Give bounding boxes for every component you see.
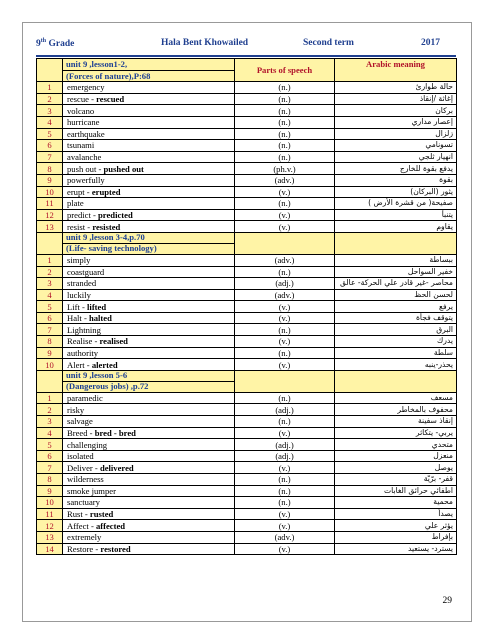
vocab-row: [37, 474, 457, 486]
word-base: coastguard: [67, 266, 105, 277]
section-blank: [335, 232, 457, 254]
vocab-row: [37, 520, 457, 532]
vocab-word: [63, 404, 235, 416]
word-base: Alert -: [67, 359, 92, 370]
vocab-row: [37, 392, 457, 404]
vocab-word: [63, 93, 235, 105]
arabic-column-header: Arabic meaning: [335, 59, 457, 82]
vocab-word: [63, 221, 235, 233]
vocab-word: [63, 392, 235, 404]
word-base: stranded: [67, 278, 97, 289]
word-base: risky: [67, 404, 85, 415]
vocab-word: [63, 520, 235, 532]
word-past-form: alerted: [91, 359, 118, 370]
arabic-meaning: يدرك: [335, 336, 457, 348]
arabic-meaning: يحذر-ينبه: [335, 359, 457, 371]
vocab-word: [63, 531, 235, 543]
section-title: unit 9 ,lesson 3-4,p.70: [63, 232, 235, 243]
vocab-word: [63, 289, 235, 301]
word-base: challenging: [67, 439, 108, 450]
row-number: 1: [37, 392, 63, 404]
word-base: Breed -: [67, 427, 95, 438]
vocab-row: [37, 508, 457, 520]
part-of-speech: (adv.): [235, 174, 335, 186]
word-past-form: rescued: [96, 94, 125, 105]
arabic-meaning: يتوقف فجأة: [335, 312, 457, 324]
part-of-speech: (v.): [235, 209, 335, 221]
section-header-row: [37, 370, 457, 381]
arabic-meaning: متحدي: [335, 439, 457, 451]
vocab-row: [37, 266, 457, 278]
row-number: 4: [37, 116, 63, 128]
word-past-form: predicted: [98, 210, 133, 221]
part-of-speech: (adj.): [235, 278, 335, 290]
section-header-row: [37, 59, 457, 71]
part-of-speech: (v.): [235, 520, 335, 532]
word-base: earthquake: [67, 128, 105, 139]
section-title: (Forces of nature),P:68: [63, 70, 235, 82]
arabic-meaning: يربي- يتكاثر: [335, 427, 457, 439]
vocab-row: [37, 151, 457, 163]
word-base: simply: [67, 255, 91, 266]
vocab-row: [37, 450, 457, 462]
part-of-speech: (v.): [235, 186, 335, 198]
arabic-meaning: ببساطة: [335, 254, 457, 266]
arabic-meaning: بركان: [335, 105, 457, 117]
arabic-meaning: محفوف بالمخاطر: [335, 404, 457, 416]
row-number: 3: [37, 105, 63, 117]
section-title: (Life- saving technology): [63, 243, 235, 254]
row-number: 3: [37, 416, 63, 428]
arabic-meaning: بقوة: [335, 174, 457, 186]
arabic-meaning: انهيار ثلجي: [335, 151, 457, 163]
row-number: 2: [37, 93, 63, 105]
part-of-speech: (n.): [235, 474, 335, 486]
row-number: 12: [37, 209, 63, 221]
vocab-row: [37, 221, 457, 233]
vocab-word: [63, 266, 235, 278]
vocab-row: [37, 289, 457, 301]
row-number: 8: [37, 163, 63, 175]
vocab-word: [63, 543, 235, 555]
part-of-speech: (n.): [235, 324, 335, 336]
section-spacer: [37, 59, 63, 82]
word-base: plate: [67, 198, 84, 209]
word-base: smoke jumper: [67, 485, 116, 496]
vocab-word: [63, 278, 235, 290]
part-of-speech: (v.): [235, 336, 335, 348]
vocab-row: [37, 347, 457, 359]
word-base: Lift -: [67, 301, 88, 312]
word-base: isolated: [67, 451, 94, 462]
row-number: 14: [37, 543, 63, 555]
part-of-speech: (n.): [235, 347, 335, 359]
vocab-word: [63, 186, 235, 198]
arabic-meaning: منعزل: [335, 450, 457, 462]
arabic-meaning: لحسن الحظ: [335, 289, 457, 301]
vocab-row: [37, 427, 457, 439]
part-of-speech: (v.): [235, 462, 335, 474]
part-of-speech: (v.): [235, 301, 335, 313]
part-of-speech: (n.): [235, 105, 335, 117]
vocab-row: [37, 93, 457, 105]
word-past-form: realised: [99, 336, 128, 347]
part-of-speech: (adv.): [235, 254, 335, 266]
word-base: Rust -: [67, 509, 90, 520]
vocab-row: [37, 462, 457, 474]
vocab-word: [63, 198, 235, 210]
word-base: emergency: [67, 82, 105, 93]
word-past-form: delivered: [99, 462, 134, 473]
vocab-row: [37, 163, 457, 175]
word-base: avalanche: [67, 152, 102, 163]
section-title: unit 9 ,lesson1-2,: [63, 59, 235, 71]
arabic-meaning: مسعف: [335, 392, 457, 404]
arabic-meaning: حالة طوارئ: [335, 82, 457, 94]
vocab-row: [37, 531, 457, 543]
vocab-row: [37, 485, 457, 497]
vocab-row: [37, 140, 457, 152]
part-of-speech: (n.): [235, 128, 335, 140]
word-base: Realise -: [67, 336, 100, 347]
vocab-row: [37, 336, 457, 348]
part-of-speech: (n.): [235, 140, 335, 152]
row-number: 10: [37, 359, 63, 371]
arabic-meaning: يسترد- يستعيد: [335, 543, 457, 555]
vocab-word: [63, 450, 235, 462]
year-label: 2017: [421, 38, 440, 48]
word-base: hurricane: [67, 117, 100, 128]
vocab-word: [63, 416, 235, 428]
row-number: 11: [37, 508, 63, 520]
vocab-word: [63, 427, 235, 439]
word-base: Affect -: [67, 520, 96, 531]
word-base: Restore -: [67, 543, 101, 554]
row-number: 5: [37, 439, 63, 451]
arabic-meaning: قفر- برّيّة: [335, 474, 457, 486]
word-base: luckily: [67, 289, 91, 300]
section-blank: [335, 370, 457, 392]
word-base: powerfully: [67, 175, 105, 186]
vocab-word: [63, 151, 235, 163]
row-number: 1: [37, 254, 63, 266]
vocab-row: [37, 82, 457, 94]
row-number: 3: [37, 278, 63, 290]
arabic-meaning: صفيحة( من قشرة الأرض ): [335, 198, 457, 210]
part-of-speech: (adj.): [235, 450, 335, 462]
part-of-speech: (adv.): [235, 289, 335, 301]
row-number: 5: [37, 128, 63, 140]
word-base: erupt -: [67, 186, 92, 197]
word-past-form: erupted: [91, 186, 121, 197]
vocab-word: [63, 336, 235, 348]
word-base: authority: [67, 347, 99, 358]
part-of-speech: (v.): [235, 221, 335, 233]
vocab-word: [63, 485, 235, 497]
part-of-speech: (v.): [235, 427, 335, 439]
row-number: 7: [37, 462, 63, 474]
vocab-row: [37, 312, 457, 324]
arabic-meaning: يؤثر علي: [335, 520, 457, 532]
word-past-form: halted: [88, 313, 112, 324]
vocab-row: [37, 209, 457, 221]
vocab-word: [63, 359, 235, 371]
part-of-speech: (n.): [235, 82, 335, 94]
row-number: 10: [37, 186, 63, 198]
row-number: 10: [37, 497, 63, 509]
page-header: [36, 38, 455, 52]
word-base: Halt -: [67, 313, 89, 324]
word-base: Deliver -: [67, 462, 100, 473]
row-number: 9: [37, 347, 63, 359]
word-base: rescue -: [67, 94, 97, 105]
vocab-word: [63, 508, 235, 520]
arabic-meaning: بإفراط: [335, 531, 457, 543]
vocab-word: [63, 163, 235, 175]
vocab-word: [63, 82, 235, 94]
arabic-meaning: إنقاذ سفينة: [335, 416, 457, 428]
vocab-word: [63, 462, 235, 474]
arabic-meaning: يصدأ: [335, 508, 457, 520]
word-base: paramedic: [67, 393, 103, 404]
vocab-row: [37, 116, 457, 128]
arabic-meaning: البرق: [335, 324, 457, 336]
word-past-form: pushed out: [103, 163, 144, 174]
part-of-speech: (v.): [235, 359, 335, 371]
row-number: 6: [37, 312, 63, 324]
word-base: sanctuary: [67, 497, 100, 508]
word-past-form: affected: [95, 520, 126, 531]
word-base: push out -: [67, 163, 104, 174]
vocab-row: [37, 186, 457, 198]
vocab-word: [63, 105, 235, 117]
term-label: Second term: [303, 38, 354, 48]
arabic-meaning: تسونامي: [335, 140, 457, 152]
row-number: 6: [37, 450, 63, 462]
word-base: tsunami: [67, 140, 95, 151]
arabic-meaning: يرفع: [335, 301, 457, 313]
vocab-word: [63, 254, 235, 266]
word-past-form: rusted: [89, 509, 114, 520]
arabic-meaning: محمية: [335, 497, 457, 509]
row-number: 9: [37, 485, 63, 497]
arabic-meaning: يقاوم: [335, 221, 457, 233]
row-number: 9: [37, 174, 63, 186]
part-of-speech: (adj.): [235, 439, 335, 451]
part-of-speech: (n.): [235, 416, 335, 428]
arabic-meaning: يتنبأ: [335, 209, 457, 221]
header-rule: [36, 55, 456, 57]
row-number: 8: [37, 336, 63, 348]
part-of-speech: (n.): [235, 116, 335, 128]
vocab-row: [37, 324, 457, 336]
vocabulary-table: [36, 58, 457, 555]
word-base: resist -: [67, 221, 93, 232]
pos-column-header: Parts of speech: [235, 59, 335, 82]
row-number: 13: [37, 531, 63, 543]
arabic-meaning: إغاثة /إنقاذ: [335, 93, 457, 105]
vocab-word: [63, 474, 235, 486]
row-number: 1: [37, 82, 63, 94]
vocab-row: [37, 404, 457, 416]
part-of-speech: (n.): [235, 497, 335, 509]
part-of-speech: (v.): [235, 543, 335, 555]
row-number: 12: [37, 520, 63, 532]
vocab-word: [63, 128, 235, 140]
part-of-speech: (n.): [235, 266, 335, 278]
word-base: salvage: [67, 416, 93, 427]
grade-label: 9th Grade: [36, 38, 75, 50]
vocab-row: [37, 301, 457, 313]
word-base: predict -: [67, 210, 99, 221]
vocab-row: [37, 105, 457, 117]
part-of-speech: (ph.v.): [235, 163, 335, 175]
vocab-row: [37, 254, 457, 266]
row-number: 8: [37, 474, 63, 486]
vocab-row: [37, 497, 457, 509]
row-number: 7: [37, 151, 63, 163]
part-of-speech: (v.): [235, 312, 335, 324]
part-of-speech: (n.): [235, 151, 335, 163]
arabic-meaning: خفير السواحل: [335, 266, 457, 278]
author-name: Hala Bent Khowailed: [161, 38, 249, 48]
vocab-row: [37, 174, 457, 186]
vocab-row: [37, 198, 457, 210]
row-number: 2: [37, 266, 63, 278]
word-base: wilderness: [67, 474, 104, 485]
vocab-word: [63, 497, 235, 509]
arabic-meaning: سلطة: [335, 347, 457, 359]
vocab-row: [37, 278, 457, 290]
row-number: 11: [37, 198, 63, 210]
vocab-word: [63, 347, 235, 359]
arabic-meaning: يثور (البركان): [335, 186, 457, 198]
row-number: 6: [37, 140, 63, 152]
word-base: Lightning: [67, 324, 101, 335]
vocab-word: [63, 312, 235, 324]
vocab-word: [63, 324, 235, 336]
word-past-form: resisted: [92, 221, 121, 232]
vocab-word: [63, 301, 235, 313]
vocab-row: [37, 439, 457, 451]
part-of-speech: (n.): [235, 485, 335, 497]
vocab-word: [63, 116, 235, 128]
vocab-row: [37, 359, 457, 371]
section-blank: [235, 232, 335, 254]
arabic-meaning: زلزال: [335, 128, 457, 140]
part-of-speech: (adj.): [235, 404, 335, 416]
section-spacer: [37, 232, 63, 254]
arabic-meaning: إعصار مداري: [335, 116, 457, 128]
arabic-meaning: يدفع بقوة للخارج: [335, 163, 457, 175]
vocab-word: [63, 174, 235, 186]
part-of-speech: (n.): [235, 198, 335, 210]
arabic-meaning: اطفائي حرائق الغابات: [335, 485, 457, 497]
part-of-speech: (adv.): [235, 531, 335, 543]
part-of-speech: (n.): [235, 392, 335, 404]
word-past-form: lifted: [87, 301, 107, 312]
section-title: unit 9 ,lesson 5-6: [63, 370, 235, 381]
vocab-word: [63, 140, 235, 152]
section-header-row: [37, 232, 457, 243]
row-number: 13: [37, 221, 63, 233]
part-of-speech: (n.): [235, 93, 335, 105]
section-title: (Dangerous jobs) ,p.72: [63, 381, 235, 392]
word-past-form: restored: [100, 543, 131, 554]
row-number: 7: [37, 324, 63, 336]
vocab-row: [37, 543, 457, 555]
vocab-word: [63, 439, 235, 451]
arabic-meaning: محاصر -غير قادر علي الحركة- عالق: [335, 278, 457, 290]
vocab-row: [37, 128, 457, 140]
vocab-word: [63, 209, 235, 221]
row-number: 2: [37, 404, 63, 416]
word-base: volcano: [67, 105, 95, 116]
row-number: 4: [37, 289, 63, 301]
vocab-row: [37, 416, 457, 428]
section-blank: [235, 370, 335, 392]
page-number: 29: [442, 596, 452, 606]
row-number: 5: [37, 301, 63, 313]
word-base: extremely: [67, 532, 102, 543]
arabic-meaning: يوصل: [335, 462, 457, 474]
section-spacer: [37, 370, 63, 392]
part-of-speech: (v.): [235, 508, 335, 520]
word-past-form: bred - bred: [94, 427, 136, 438]
row-number: 4: [37, 427, 63, 439]
